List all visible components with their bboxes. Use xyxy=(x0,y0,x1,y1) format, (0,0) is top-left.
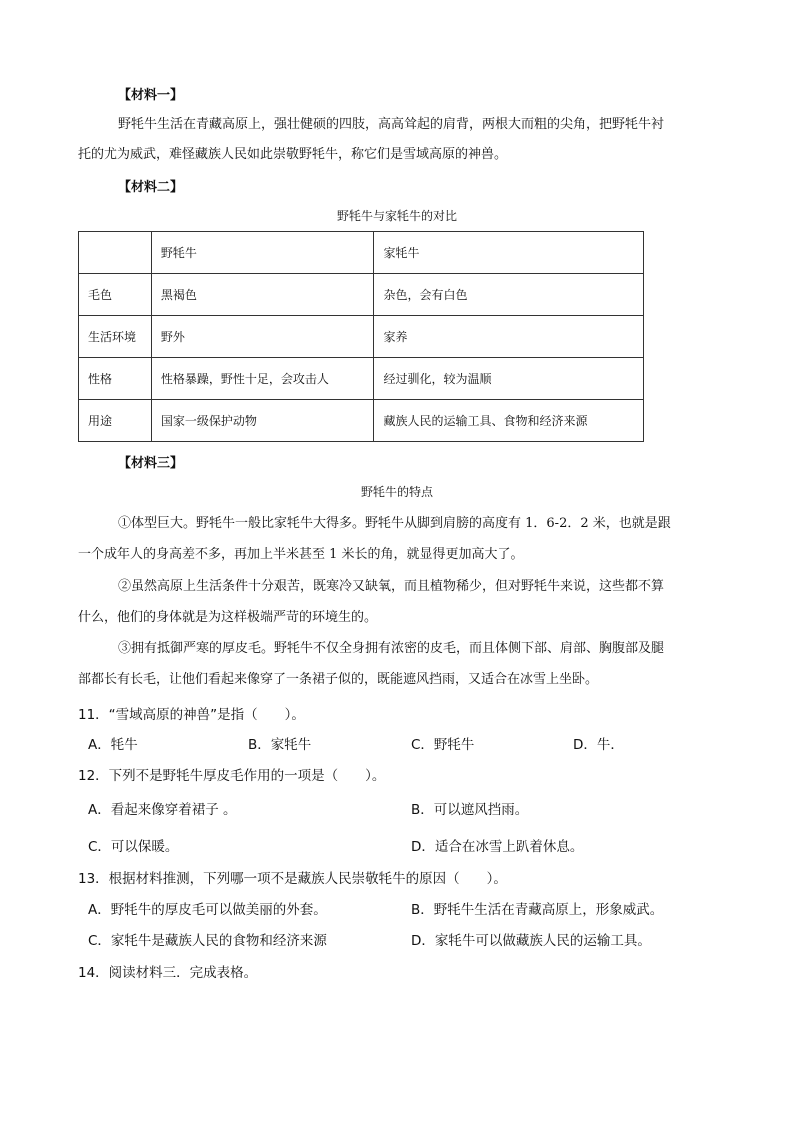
q14-stem: 14．阅读材料三．完成表格。 xyxy=(78,965,258,981)
q13-option-a[interactable]: A．野牦牛的厚皮毛可以做美丽的外套。 xyxy=(88,902,327,918)
q12-option-d[interactable]: D．适合在冰雪上趴着休息。 xyxy=(411,839,584,855)
material3-p3-line1: ③拥有抵御严寒的厚皮毛。野牦牛不仅全身拥有浓密的皮毛，而且体侧下部、肩部、胸腹部及腿 xyxy=(118,641,665,656)
q13-option-c[interactable]: C．家牦牛是藏族人民的食物和经济来源 xyxy=(88,933,327,949)
table-header-cell xyxy=(79,232,152,274)
comparison-table xyxy=(78,231,644,442)
table-cell: 国家一级保护动物 xyxy=(151,400,374,442)
table-header-cell: 家牦牛 xyxy=(374,232,644,274)
material3-title: 野牦牛的特点 xyxy=(360,485,433,499)
table-header-cell: 野牦牛 xyxy=(151,232,374,274)
table-cell: 毛色 xyxy=(79,274,152,316)
q12-option-c[interactable]: C．可以保暖。 xyxy=(88,839,179,855)
q13-option-d[interactable]: D．家牦牛可以做藏族人民的运输工具。 xyxy=(411,933,651,949)
material2-heading: 【材料二】 xyxy=(118,180,184,195)
q11-stem: 11．“雪域高原的神兽”是指（ ）。 xyxy=(78,707,305,723)
table-cell: 经过驯化，较为温顺 xyxy=(374,358,644,400)
material1-heading: 【材料一】 xyxy=(118,88,184,103)
material3-p1-line1: ①体型巨大。野牦牛一般比家牦牛大得多。野牦牛从脚到肩膀的高度有 1．6-2．2 米，也就是跟 xyxy=(118,516,671,531)
q12-option-b[interactable]: B．可以遮风挡雨。 xyxy=(411,802,529,818)
q11-option-b[interactable]: B．家牦牛 xyxy=(248,737,312,753)
table-row xyxy=(79,358,644,400)
q13-stem: 13．根据材料推测，下列哪一项不是藏族人民崇敬牦牛的原因（ ）。 xyxy=(78,871,507,887)
table-title: 野牦牛与家牦牛的对比 xyxy=(336,209,457,223)
material3-p3-line2: 部都长有长毛，让他们看起来像穿了一条裙子似的，既能遮风挡雨，又适合在冰雪上坐卧。 xyxy=(78,672,599,687)
q11-option-a[interactable]: A．牦牛 xyxy=(88,737,138,753)
material1-line1: 野牦牛生活在青藏高原上，强壮健硕的四肢，高高耸起的肩背，两根大而粗的尖角，把野牦牛衬 xyxy=(118,117,665,132)
q12-stem: 12．下列不是野牦牛厚皮毛作用的一项是（ ）。 xyxy=(78,768,386,784)
table-header-row xyxy=(79,232,644,274)
table-cell: 家养 xyxy=(374,316,644,358)
material3-p2-line1: ②虽然高原上生活条件十分艰苦，既寒冷又缺氧，而且植物稀少，但对野牦牛来说，这些都不算 xyxy=(118,579,665,594)
material3-heading: 【材料三】 xyxy=(118,456,184,471)
table-row xyxy=(79,274,644,316)
table-cell: 黑褐色 xyxy=(151,274,374,316)
table-cell: 性格 xyxy=(79,358,152,400)
q13-option-b[interactable]: B．野牦牛生活在青藏高原上，形象威武。 xyxy=(411,902,664,918)
table-cell: 杂色，会有白色 xyxy=(374,274,644,316)
table-cell: 用途 xyxy=(79,400,152,442)
table-row xyxy=(79,400,644,442)
q12-option-a[interactable]: A．看起来像穿着裙子 。 xyxy=(88,802,237,818)
table-cell: 野外 xyxy=(151,316,374,358)
table-cell: 藏族人民的运输工具、食物和经济来源 xyxy=(374,400,644,442)
table-row xyxy=(79,316,644,358)
table-cell: 性格暴躁，野性十足，会攻击人 xyxy=(151,358,374,400)
table-cell: 生活环境 xyxy=(79,316,152,358)
material3-p1-line2: 一个成年人的身高差不多，再加上半米甚至 1 米长的角，就显得更加高大了。 xyxy=(78,547,524,562)
q11-option-d[interactable]: D．牛． xyxy=(573,737,624,753)
material3-p2-line2: 什么，他们的身体就是为这样极端严苛的环境生的。 xyxy=(78,610,378,625)
material1-line2: 托的尤为威武，难怪藏族人民如此崇敬野牦牛，称它们是雪域高原的神兽。 xyxy=(78,147,508,162)
q11-option-c[interactable]: C．野牦牛 xyxy=(411,737,475,753)
